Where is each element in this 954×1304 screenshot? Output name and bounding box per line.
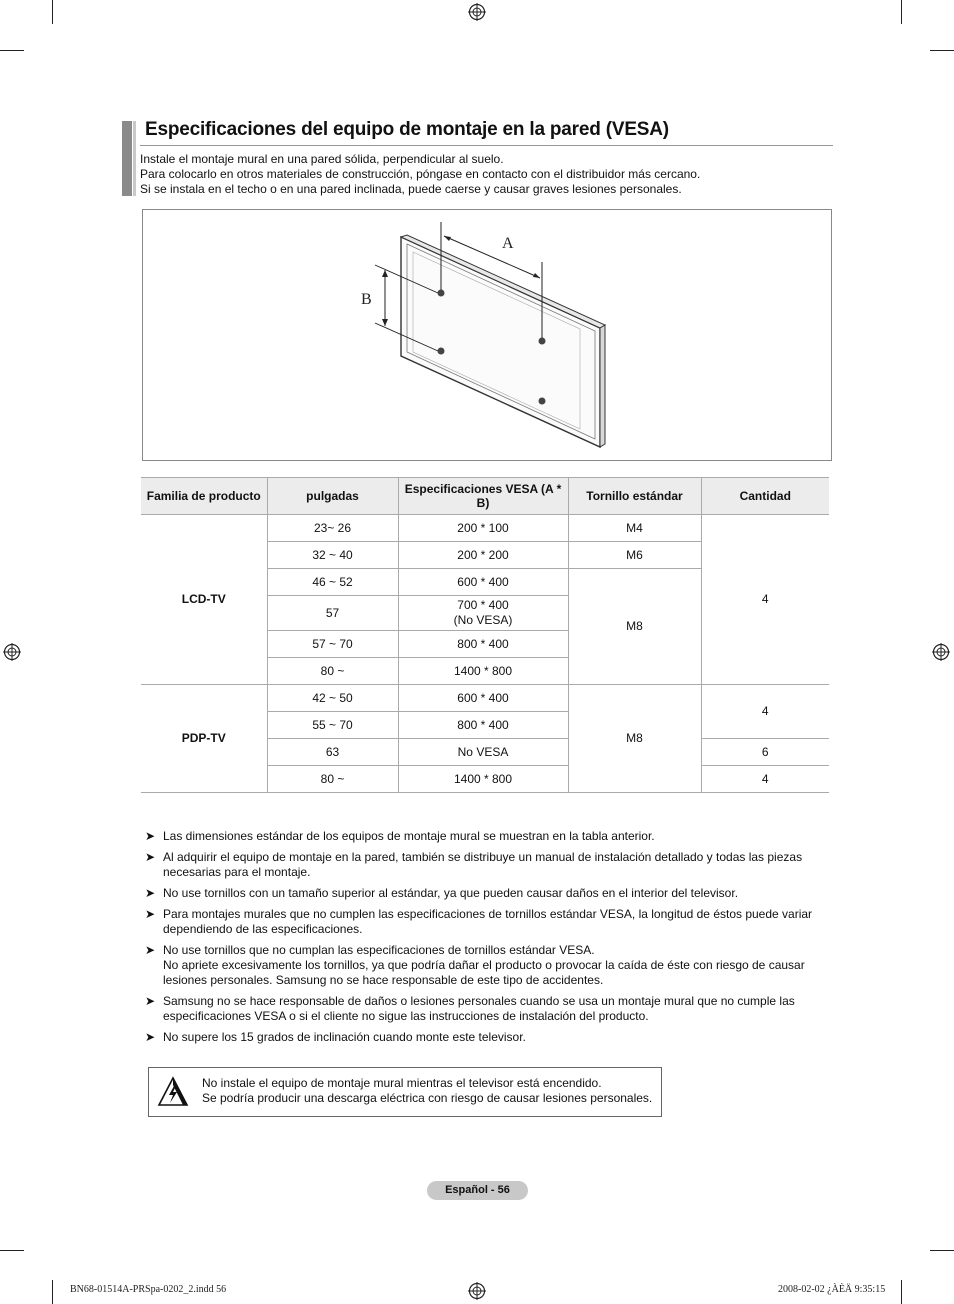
note-line: Samsung no se hace responsable de daños o lesiones personales cuando se usa un montaje mural que no cumple las [163,994,795,1008]
inches-cell: 63 [267,739,398,766]
vesa-spec-table [141,477,829,793]
family-cell: PDP-TV [141,685,267,793]
vesa-cell: 200 * 100 [398,515,568,542]
quantity-cell: 4 [701,515,829,685]
note-item [145,850,825,880]
screw-cell: M8 [568,569,701,685]
page-number-badge: Español - 56 [427,1181,528,1200]
table-header-row [141,478,829,515]
intro-line: Para colocarlo en otros materiales de construcción, póngase en contacto con el distribuidor más cercano. [140,167,701,181]
note-line: No supere los 15 grados de inclinación cuando monte este televisor. [163,1030,526,1044]
vesa-cell: 800 * 400 [398,712,568,739]
intro-line: Si se instala en el techo o en una pared inclinada, puede caerse y causar graves lesiones personales. [140,182,682,196]
note-arrow-icon: ➤ [145,907,156,921]
quantity-cell: 6 [701,739,829,766]
warning-text [202,1076,652,1106]
header-inches: pulgadas [267,478,398,515]
note-item [145,829,825,844]
note-arrow-icon: ➤ [145,886,156,900]
intro-line: Instale el montaje mural en una pared sólida, perpendicular al suelo. [140,152,504,166]
registration-mark-icon [932,643,950,661]
vesa-cell: No VESA [398,739,568,766]
note-arrow-icon: ➤ [145,829,156,843]
inches-cell: 80 ~ [267,658,398,685]
vesa-cell: 800 * 400 [398,631,568,658]
date-slug: 2008-02-02 ¿ÀÈÄ 9:35:15 [778,1284,886,1295]
crop-mark [901,0,902,24]
note-line: necesarias para el montaje. [163,865,311,879]
dimension-label-b: B [361,291,372,308]
warning-line: Se podría producir una descarga eléctrica con riesgo de causar lesiones personales. [202,1091,653,1105]
vesa-value: 700 * 400 [457,598,509,612]
vesa-cell [398,596,568,631]
note-line: Las dimensiones estándar de los equipos de montaje mural se muestran en la tabla anterior. [163,829,655,843]
note-arrow-icon: ➤ [145,943,156,957]
inches-cell: 46 ~ 52 [267,569,398,596]
inches-cell: 57 [267,596,398,631]
inches-cell: 42 ~ 50 [267,685,398,712]
header-quantity: Cantidad [701,478,829,515]
page-title: Especificaciones del equipo de montaje en la pared (VESA) [145,119,669,140]
note-line: especificaciones VESA o si el cliente no sigue las instrucciones de instalación del producto. [163,1009,649,1023]
dimension-label-a: A [502,235,514,252]
quantity-cell: 4 [701,766,829,793]
note-line: No apriete excesivamente los tornillos, ya que podría dañar el producto o provocar la caída de éste con riesgo de causar [163,958,805,972]
notes-list [145,829,825,1051]
table-row [141,515,829,542]
crop-mark [930,1250,954,1251]
quantity-cell: 4 [701,685,829,739]
note-line: No use tornillos que no cumplan las especificaciones de tornillos estándar VESA. [163,943,595,957]
warning-line: No instale el equipo de montaje mural mientras el televisor está encendido. [202,1076,602,1090]
family-cell: LCD-TV [141,515,267,685]
registration-mark-icon [3,643,21,661]
screw-cell: M8 [568,685,701,793]
note-item [145,1030,825,1045]
note-item [145,907,825,937]
registration-mark-icon [468,3,486,21]
inches-cell: 57 ~ 70 [267,631,398,658]
note-line: Para montajes murales que no cumplen las especificaciones de tornillos estándar VESA, la longitud de éstos puede variar [163,907,813,921]
note-arrow-icon: ➤ [145,1030,156,1044]
crop-mark [52,1280,53,1304]
note-line: dependiendo de las especificaciones. [163,922,363,936]
title-accent-bar [122,121,132,196]
note-item [145,886,825,901]
header-family: Familia de producto [141,478,267,515]
vesa-cell: 600 * 400 [398,685,568,712]
inches-cell: 23~ 26 [267,515,398,542]
note-line: lesiones personales. Samsung no se hace responsable de este tipo de accidentes. [163,973,604,987]
crop-mark [930,50,954,51]
note-item [145,943,825,988]
note-line: Al adquirir el equipo de montaje en la pared, también se distribuye un manual de instalación detallado y todas las piezas [163,850,803,864]
header-vesa: Especificaciones VESA (A * B) [398,478,568,515]
inches-cell: 55 ~ 70 [267,712,398,739]
title-divider [140,145,833,146]
vesa-cell: 600 * 400 [398,569,568,596]
header-screw: Tornillo estándar [568,478,701,515]
table-row [141,685,829,712]
crop-mark [0,1250,24,1251]
tv-wall-mount-diagram [355,218,615,454]
vesa-cell: 1400 * 800 [398,766,568,793]
vesa-note: (No VESA) [453,613,513,627]
vesa-cell: 200 * 200 [398,542,568,569]
screw-cell: M4 [568,515,701,542]
vesa-cell: 1400 * 800 [398,658,568,685]
title-accent-bar [133,121,136,196]
crop-mark [52,0,53,24]
note-line: No use tornillos con un tamaño superior al estándar, ya que pueden causar daños en el interior del televisor. [163,886,739,900]
note-item [145,994,825,1024]
intro-text [140,152,700,197]
electric-shock-warning-icon [157,1076,189,1108]
crop-mark [901,1280,902,1304]
inches-cell: 32 ~ 40 [267,542,398,569]
crop-mark [0,50,24,51]
screw-cell: M6 [568,542,701,569]
note-arrow-icon: ➤ [145,850,156,864]
inches-cell: 80 ~ [267,766,398,793]
file-slug: BN68-01514A-PRSpa-0202_2.indd 56 [70,1284,227,1295]
note-arrow-icon: ➤ [145,994,156,1008]
registration-mark-icon [468,1282,486,1300]
